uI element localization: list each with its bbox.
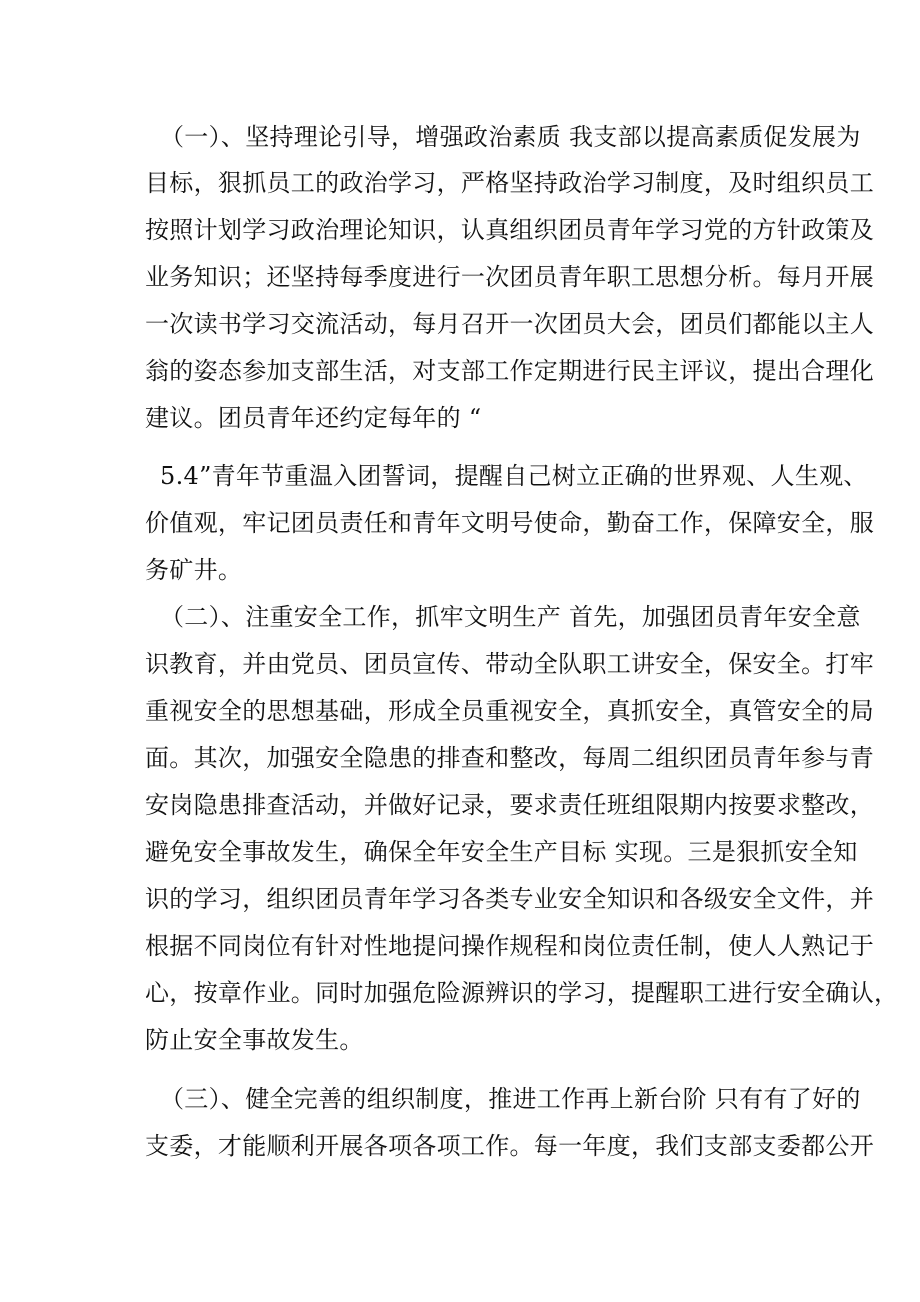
text-line: 5.4”青年节重温入团誓词，提醒自己树立正确的世界观、人生观、 (160, 462, 868, 490)
text-line: 建议。团员青年还约定每年的 “ (145, 404, 482, 432)
text-line: （一）、坚持理论引导，增强政治素质 我支部以提高素质促发展为 (160, 123, 861, 151)
text-line: 价值观，牢记团员责任和青年文明号使命，勤奋工作，保障安全，服 (145, 509, 874, 537)
text-line: 面。其次，加强安全隐患的排查和整改，每周二组织团员青年参与青 (145, 744, 874, 772)
text-line: （二）、注重安全工作，抓牢文明生产 首先，加强团员青年安全意 (160, 603, 861, 631)
text-line: 防止安全事故发生。 (145, 1026, 364, 1054)
text-line: 翁的姿态参加支部生活，对支部工作定期进行民主评议，提出合理化 (145, 357, 874, 385)
text-line: （三）、健全完善的组织制度，推进工作再上新台阶 只有有了好的 (160, 1085, 861, 1113)
text-line: 识教育，并由党员、团员宣传、带动全队职工讲安全，保安全。打牢 (145, 650, 874, 678)
text-line: 识的学习，组织团员青年学习各类专业安全知识和各级安全文件，并 (145, 885, 874, 913)
text-line: 目标，狠抓员工的政治学习，严格坚持政治学习制度，及时组织员工 (145, 169, 874, 197)
text-line: 心，按章作业。同时加强危险源辨识的学习，提醒职工进行安全确认， (145, 979, 899, 1007)
text-line: 业务知识；还坚持每季度进行一次团员青年职工思想分析。每月开展 (145, 263, 874, 291)
text-line: 避免安全事故发生，确保全年安全生产目标 实现。三是狠抓安全知 (145, 838, 858, 866)
text-line: 重视安全的思想基础，形成全员重视安全，真抓安全，真管安全的局 (145, 697, 874, 725)
text-line: 支委，才能顺利开展各项各项工作。每一年度，我们支部支委都公开 (145, 1132, 874, 1160)
text-line: 安岗隐患排查活动，并做好记录，要求责任班组限期内按要求整改， (145, 791, 874, 819)
text-line: 根据不同岗位有针对性地提问操作规程和岗位责任制，使人人熟记于 (145, 932, 874, 960)
text-line: 务矿井。 (145, 556, 243, 584)
text-line: 按照计划学习政治理论知识，认真组织团员青年学习党的方针政策及 (145, 216, 874, 244)
text-line: 一次读书学习交流活动，每月召开一次团员大会，团员们都能以主人 (145, 310, 874, 338)
